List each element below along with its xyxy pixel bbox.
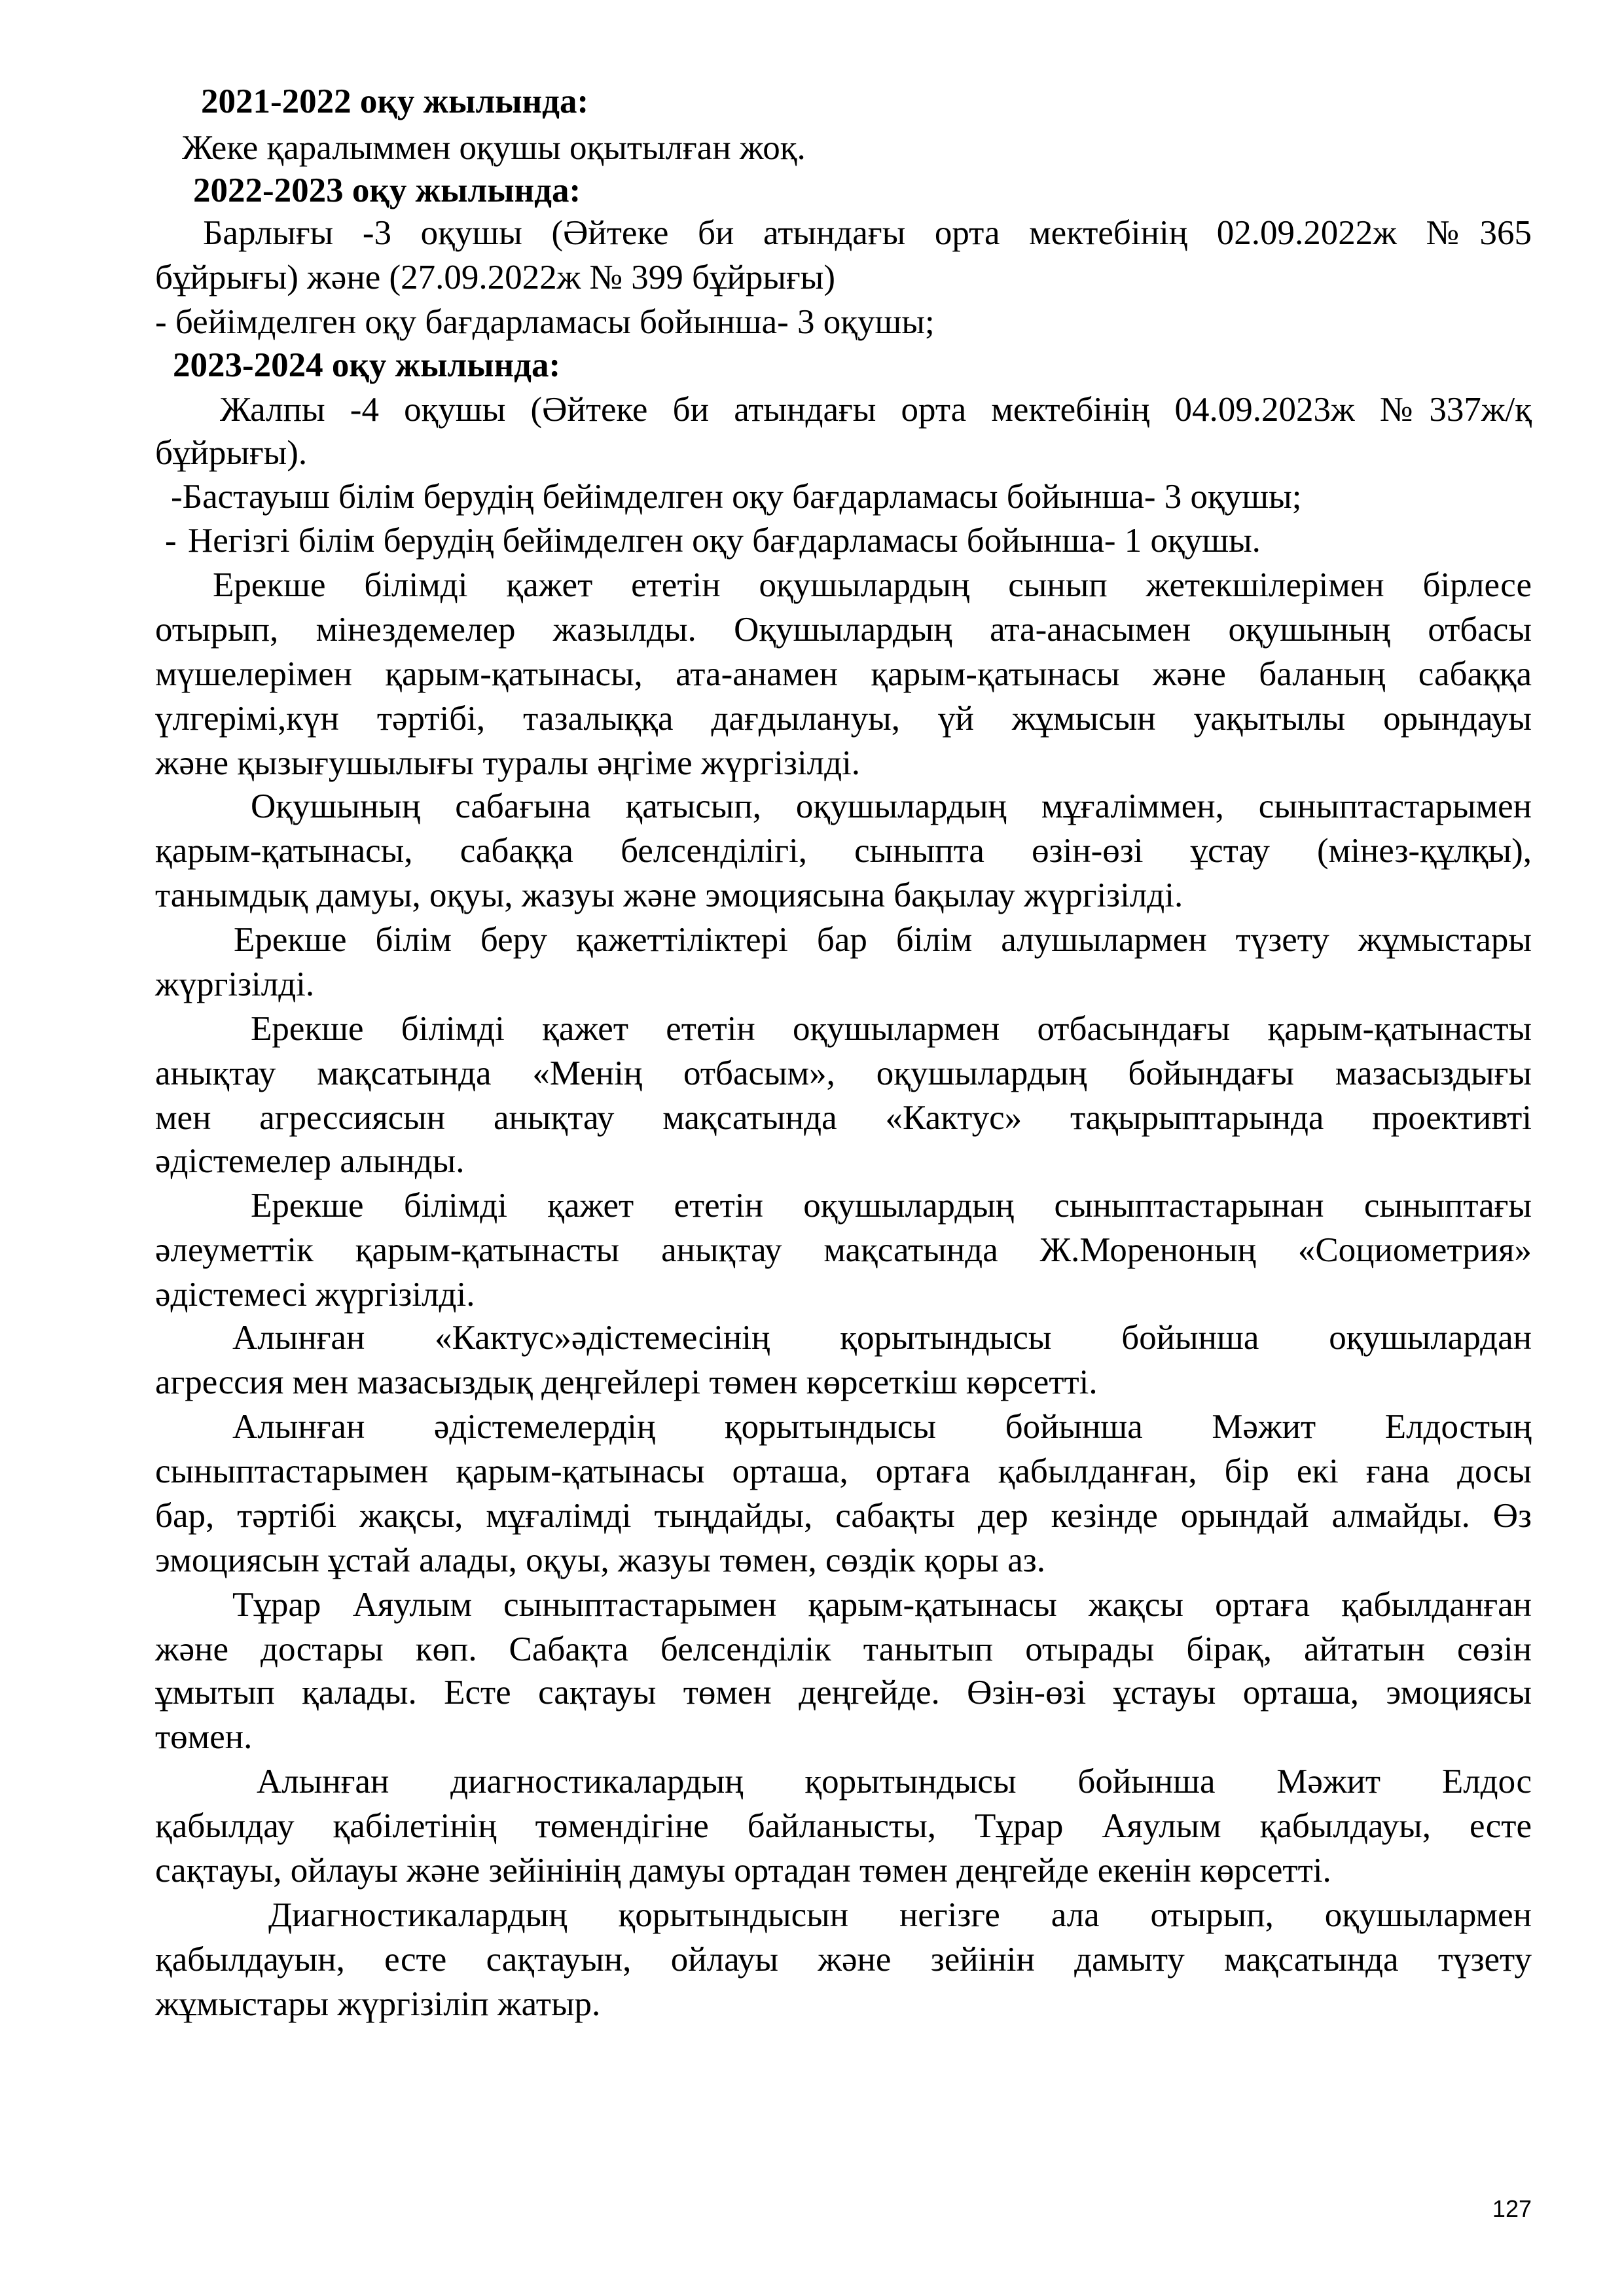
text-line: және қызығушылығы туралы әңгіме жүргізілді. bbox=[155, 744, 861, 782]
text-line: мүшелерімен қарым-қатынасы, ата-анамен қарым-қатынасы және баланың сабаққа bbox=[155, 655, 1532, 693]
bullet-dash: - bbox=[165, 522, 177, 560]
text-line: жұмыстары жүргізіліп жатыр. bbox=[155, 1985, 601, 2023]
text-line: бұйрығы) және (27.09.2022ж № 399 бұйрығы) bbox=[155, 259, 835, 296]
text-line: Негізгі білім берудің бейімделген оқу бағдарламасы бойынша- 1 оқушы. bbox=[188, 522, 1261, 560]
text-line: танымдық дамуы, оқуы, жазуы және эмоциясына бақылау жүргізілді. bbox=[155, 876, 1183, 914]
text-line: Алынған диагностикалардың қорытындысы бойынша Мәжит Елдос bbox=[257, 1763, 1532, 1801]
text-line: қабылдау қабілетінің төмендігіне байланысты, Тұрар Аяулым қабылдауы, есте bbox=[155, 1807, 1532, 1845]
text-line: - бейімделген оқу бағдарламасы бойынша- 3 оқушы; bbox=[155, 303, 935, 341]
text-line: төмен. bbox=[155, 1718, 253, 1756]
text-line: және достары көп. Сабақта белсенділік танытып отырады бірақ, айтатын сөзін bbox=[155, 1630, 1532, 1668]
text-line: Алынған «Кактус»әдістемесінің қорытындысы бойынша оқушылардан bbox=[232, 1319, 1532, 1357]
text-line: Алынған әдістемелердің қорытындысы бойынша Мәжит Елдостың bbox=[232, 1408, 1532, 1446]
text-line: -Бастауыш білім берудің бейімделген оқу бағдарламасы бойынша- 3 оқушы; bbox=[171, 478, 1302, 516]
text-line: ұмытып қалады. Есте сақтауы төмен деңгейде. Өзін-өзі ұстауы орташа, эмоциясы bbox=[155, 1674, 1532, 1712]
text-line: қабылдауын, есте сақтауын, ойлауы және зейінін дамыту мақсатында түзету bbox=[155, 1941, 1532, 1979]
text-line: эмоциясын ұстай алады, оқуы, жазуы төмен, сөздік қоры аз. bbox=[155, 1541, 1045, 1579]
text-line: сақтауы, ойлауы және зейінінің дамуы ортадан төмен деңгейде екенін көрсетті. bbox=[155, 1852, 1331, 1890]
text-line: Ерекше білімді қажет ететін оқушылардың сыныптастарынан сыныптағы bbox=[251, 1187, 1532, 1225]
text-line: әлеуметтік қарым-қатынасты анықтау мақсатында Ж.Мореноның «Социометрия» bbox=[155, 1231, 1532, 1269]
text-line: қарым-қатынасы, сабаққа белсенділігі, сыныпта өзін-өзі ұстау (мінез-құлқы), bbox=[155, 832, 1532, 870]
text-line: мен агрессиясын анықтау мақсатында «Кактус» тақырыптарында проективті bbox=[155, 1099, 1532, 1137]
text-line: бар, тәртібі жақсы, мұғалімді тыңдайды, сабақты дер кезінде орындай алмайды. Өз bbox=[155, 1497, 1532, 1535]
text-line: Ерекше білімді қажет ететін оқушылардың сынып жетекшілерімен бірлесе bbox=[213, 566, 1532, 604]
text-line: бұйрығы). bbox=[155, 434, 308, 472]
text-line: Диагностикалардың қорытындысын негізге ала отырып, оқушылармен bbox=[268, 1896, 1532, 1934]
text-line: Оқушының сабағына қатысып, оқушылардың мұғаліммен, сыныптастарымен bbox=[251, 787, 1532, 825]
text-line: Тұрар Аяулым сыныптастарымен қарым-қатынасы жақсы ортаға қабылданған bbox=[232, 1586, 1532, 1624]
text-line: сыныптастарымен қарым-қатынасы орташа, ортаға қабылданған, бір екі ғана досы bbox=[155, 1452, 1532, 1490]
text-line: Жеке қаралыммен оқушы оқытылған жоқ. bbox=[182, 129, 806, 167]
text-line: Ерекше білімді қажет ететін оқушылармен отбасындағы қарым-қатынасты bbox=[251, 1010, 1532, 1048]
text-line: агрессия мен мазасыздық деңгейлері төмен көрсеткіш көрсетті. bbox=[155, 1363, 1098, 1401]
text-line: отырып, мінездемелер жазылды. Оқушылардың ата-анасымен оқушының отбасы bbox=[155, 611, 1532, 649]
text-line: Ерекше білім беру қажеттіліктері бар білім алушылармен түзету жұмыстары bbox=[234, 921, 1532, 959]
page-number: 127 bbox=[1492, 2195, 1532, 2222]
text-line: анықтау мақсатында «Менің отбасым», оқушылардың бойындағы мазасыздығы bbox=[155, 1054, 1532, 1092]
heading-2022-2023: 2022-2023 оқу жылында: bbox=[193, 171, 581, 209]
text-line: үлгерімі,күн тәртібі, тазалыққа дағдылануы, үй жұмысын уақытылы орындауы bbox=[155, 700, 1532, 738]
heading-2021-2022: 2021-2022 оқу жылында: bbox=[201, 82, 589, 120]
text-line: әдістемесі жүргізілді. bbox=[155, 1276, 475, 1314]
text-line: Жалпы -4 оқушы (Әйтеке би атындағы орта мектебінің 04.09.2023ж №337ж/қ bbox=[220, 391, 1532, 429]
text-line: жүргізілді. bbox=[155, 965, 315, 1003]
heading-2023-2024: 2023-2024 оқу жылында: bbox=[173, 346, 561, 384]
text-line: Барлығы -3 оқушы (Әйтеке би атындағы орта мектебінің 02.09.2022ж №365 bbox=[203, 214, 1532, 252]
text-line: әдістемелер алынды. bbox=[155, 1142, 465, 1180]
